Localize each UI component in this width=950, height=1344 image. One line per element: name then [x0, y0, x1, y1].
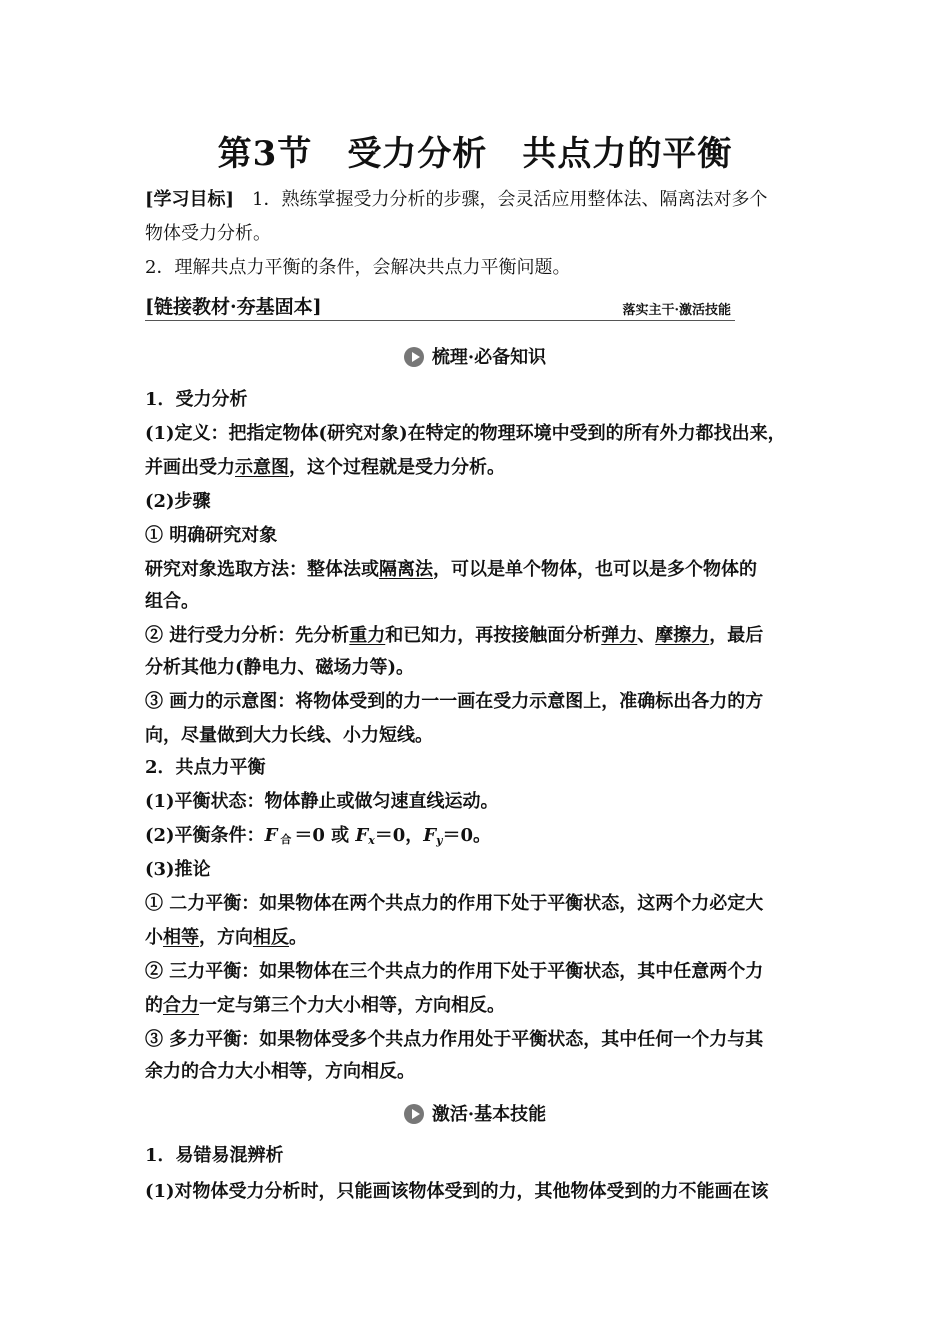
page-title: 第3节 受力分析 共点力的平衡 — [217, 134, 733, 174]
formula-symbol: F — [264, 825, 278, 846]
objective-1a: 1．熟练掌握受力分析的步骤，会灵活应用整体法、隔离法对多个 — [234, 189, 768, 210]
underlined-answer: 示意图 — [235, 457, 289, 478]
text-run: ＝0， — [374, 825, 424, 846]
text-run: 研究对象选取方法：整体法或 — [145, 559, 379, 580]
step-1-line-b: 组合。 — [145, 591, 199, 612]
section-header — [145, 292, 735, 321]
play-circle-icon — [404, 1104, 424, 1124]
underlined-answer: 合力 — [163, 995, 199, 1016]
subhead-knowledge-text: 梳理·必备知识 — [431, 347, 547, 368]
text-run: 并画出受力 — [145, 457, 235, 478]
text-run: 的 — [145, 995, 163, 1016]
step-1-line-a — [145, 558, 815, 582]
step-3-line-b: 向，尽量做到大力长线、小力短线。 — [145, 725, 433, 746]
formula-subscript: x — [368, 834, 375, 847]
text-run: ② 进行受力分析：先分析 — [145, 625, 350, 646]
heading-force-analysis: 1．受力分析 — [145, 389, 248, 410]
three-force-line-a: ② 三力平衡：如果物体在三个共点力的作用下处于平衡状态，其中任意两个力 — [145, 961, 764, 982]
underlined-answer: 隔离法 — [379, 559, 433, 580]
heading-equilibrium: 2．共点力平衡 — [145, 757, 266, 778]
section-right-title: 落实主干·激活技能 — [622, 303, 731, 318]
step-2-line-a — [145, 624, 815, 648]
objective-2: 2．理解共点力平衡的条件，会解决共点力平衡问题。 — [145, 257, 571, 278]
equilibrium-state: (1)平衡状态：物体静止或做匀速直线运动。 — [145, 791, 499, 812]
step-2-line-b: 分析其他力(静电力、磁场力等)。 — [145, 657, 415, 678]
inference-heading: (3)推论 — [145, 859, 211, 880]
objectives-line-1 — [145, 188, 815, 212]
definition-line-1: (1)定义：把指定物体(研究对象)在特定的物理环境中受到的所有外力都找出来， — [145, 423, 786, 444]
subhead-skills-text: 激活·基本技能 — [431, 1104, 547, 1125]
equilibrium-condition — [145, 824, 815, 853]
step-1: ① 明确研究对象 — [145, 525, 278, 546]
text-run: ，方向 — [199, 927, 253, 948]
subhead-knowledge — [0, 343, 950, 369]
question-1: (1)对物体受力分析时，只能画该物体受到的力，其他物体受到的力不能画在该 — [145, 1181, 769, 1202]
section-left-title: [链接教材·夯基固本] — [145, 296, 322, 318]
objective-1b: 物体受力分析。 — [145, 223, 271, 244]
play-circle-icon — [404, 347, 424, 367]
text-run: 一定与第三个力大小相等，方向相反。 — [199, 995, 505, 1016]
text-run: ，可以是单个物体，也可以是多个物体的 — [433, 559, 757, 580]
underlined-answer: 相反 — [253, 927, 289, 948]
steps-heading: (2)步骤 — [145, 491, 211, 512]
multi-force-line-b: 余力的合力大小相等，方向相反。 — [145, 1061, 415, 1082]
formula-symbol: F — [423, 825, 437, 846]
subhead-skills — [0, 1100, 950, 1126]
step-3-line-a: ③ 画力的示意图：将物体受到的力一一画在受力示意图上，准确标出各力的方 — [145, 691, 764, 712]
multi-force-line-a: ③ 多力平衡：如果物体受多个共点力作用处于平衡状态，其中任何一个力与其 — [145, 1029, 764, 1050]
underlined-answer: 重力 — [349, 625, 386, 646]
text-run: ＝0。 — [442, 825, 491, 846]
three-force-line-b — [145, 994, 815, 1018]
text-run: 。 — [289, 927, 307, 948]
heading-error-analysis: 1．易错易混辨析 — [145, 1145, 284, 1166]
two-force-line-a: ① 二力平衡：如果物体在两个共点力的作用下处于平衡状态，这两个力必定大 — [145, 893, 764, 914]
definition-line-2 — [145, 456, 815, 480]
text-run: ，这个过程就是受力分析。 — [289, 457, 505, 478]
formula-subscript: y — [436, 834, 443, 847]
text-run: ＝0 或 — [294, 825, 356, 846]
formula-subscript: 合 — [280, 833, 292, 846]
text-run: 、 — [637, 625, 656, 646]
text-run: ，最后 — [709, 625, 764, 646]
underlined-answer: 相等 — [163, 927, 199, 948]
underlined-answer: 弹力 — [601, 625, 638, 646]
text-run: 小 — [145, 927, 163, 948]
objectives-label: [学习目标] — [145, 189, 235, 210]
two-force-line-b — [145, 926, 815, 950]
text-run: (2)平衡条件： — [145, 825, 265, 846]
underlined-answer: 摩擦力 — [655, 625, 710, 646]
formula-symbol: F — [355, 825, 369, 846]
text-run: 和已知力，再按接触面分析 — [385, 625, 602, 646]
